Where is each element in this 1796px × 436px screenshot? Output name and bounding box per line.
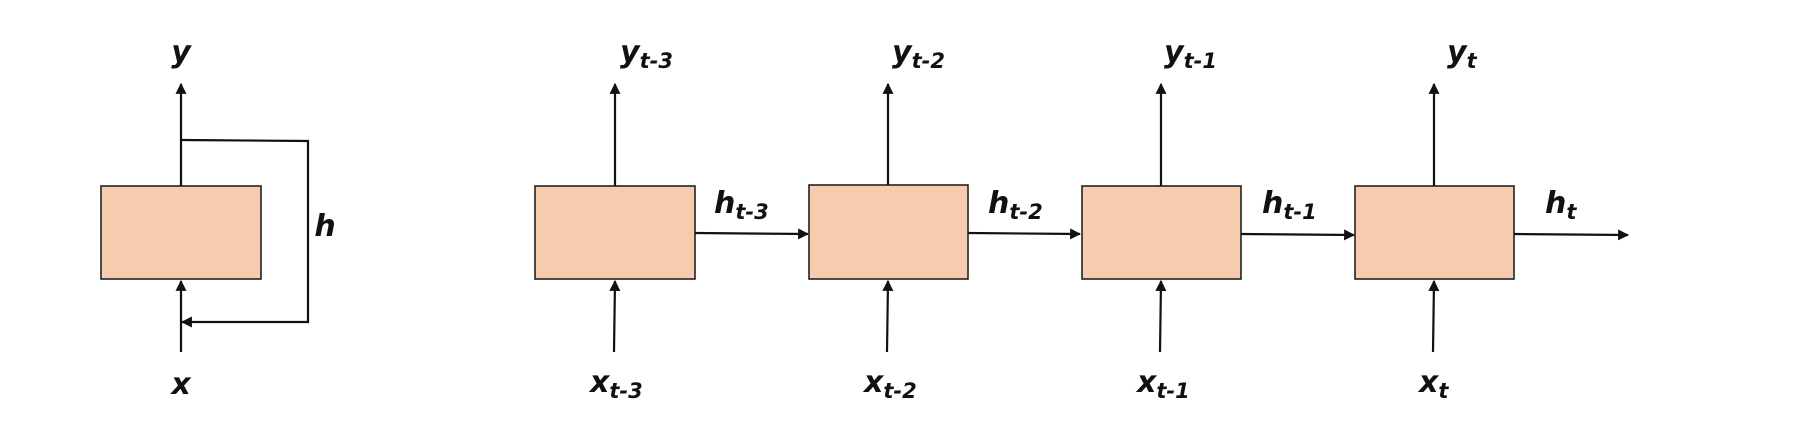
input-label: xt-2 [864,365,917,403]
input-arrow [1160,281,1161,352]
hidden-state-label: ht-1 [1262,186,1317,224]
time-step [1082,35,1354,403]
hidden-state-arrow [1241,234,1354,235]
input-label: xt-1 [1137,365,1190,403]
input-arrow [614,281,615,352]
hidden-state-label: ht-3 [714,186,769,224]
output-label: yt-3 [620,35,673,73]
hidden-state-arrow [968,233,1080,234]
rnn-cell [1355,186,1514,279]
rnn-cell [535,186,695,279]
output-label: yt-2 [892,35,945,73]
rnn-cell [809,185,968,279]
folded-input-label: x [171,367,191,402]
input-label: xt-3 [590,365,643,403]
unrolled-rnn [535,35,1628,403]
time-step [809,35,1080,403]
input-label: xt [1419,365,1449,403]
folded-rnn [101,35,336,402]
folded-output-label: y [171,35,191,70]
hidden-state-arrow [695,233,808,234]
time-step [1355,35,1628,403]
input-arrow [887,281,888,352]
output-label: yt [1447,35,1477,73]
time-step [535,35,808,403]
hidden-state-label: ht-2 [988,186,1043,224]
hidden-state-label: ht [1545,186,1577,224]
rnn-cell [1082,186,1241,279]
output-label: yt-1 [1164,35,1217,73]
hidden-state-arrow [1514,234,1628,235]
folded-hidden-label: h [314,209,336,244]
folded-rnn-cell [101,186,261,279]
input-arrow [1433,281,1434,352]
